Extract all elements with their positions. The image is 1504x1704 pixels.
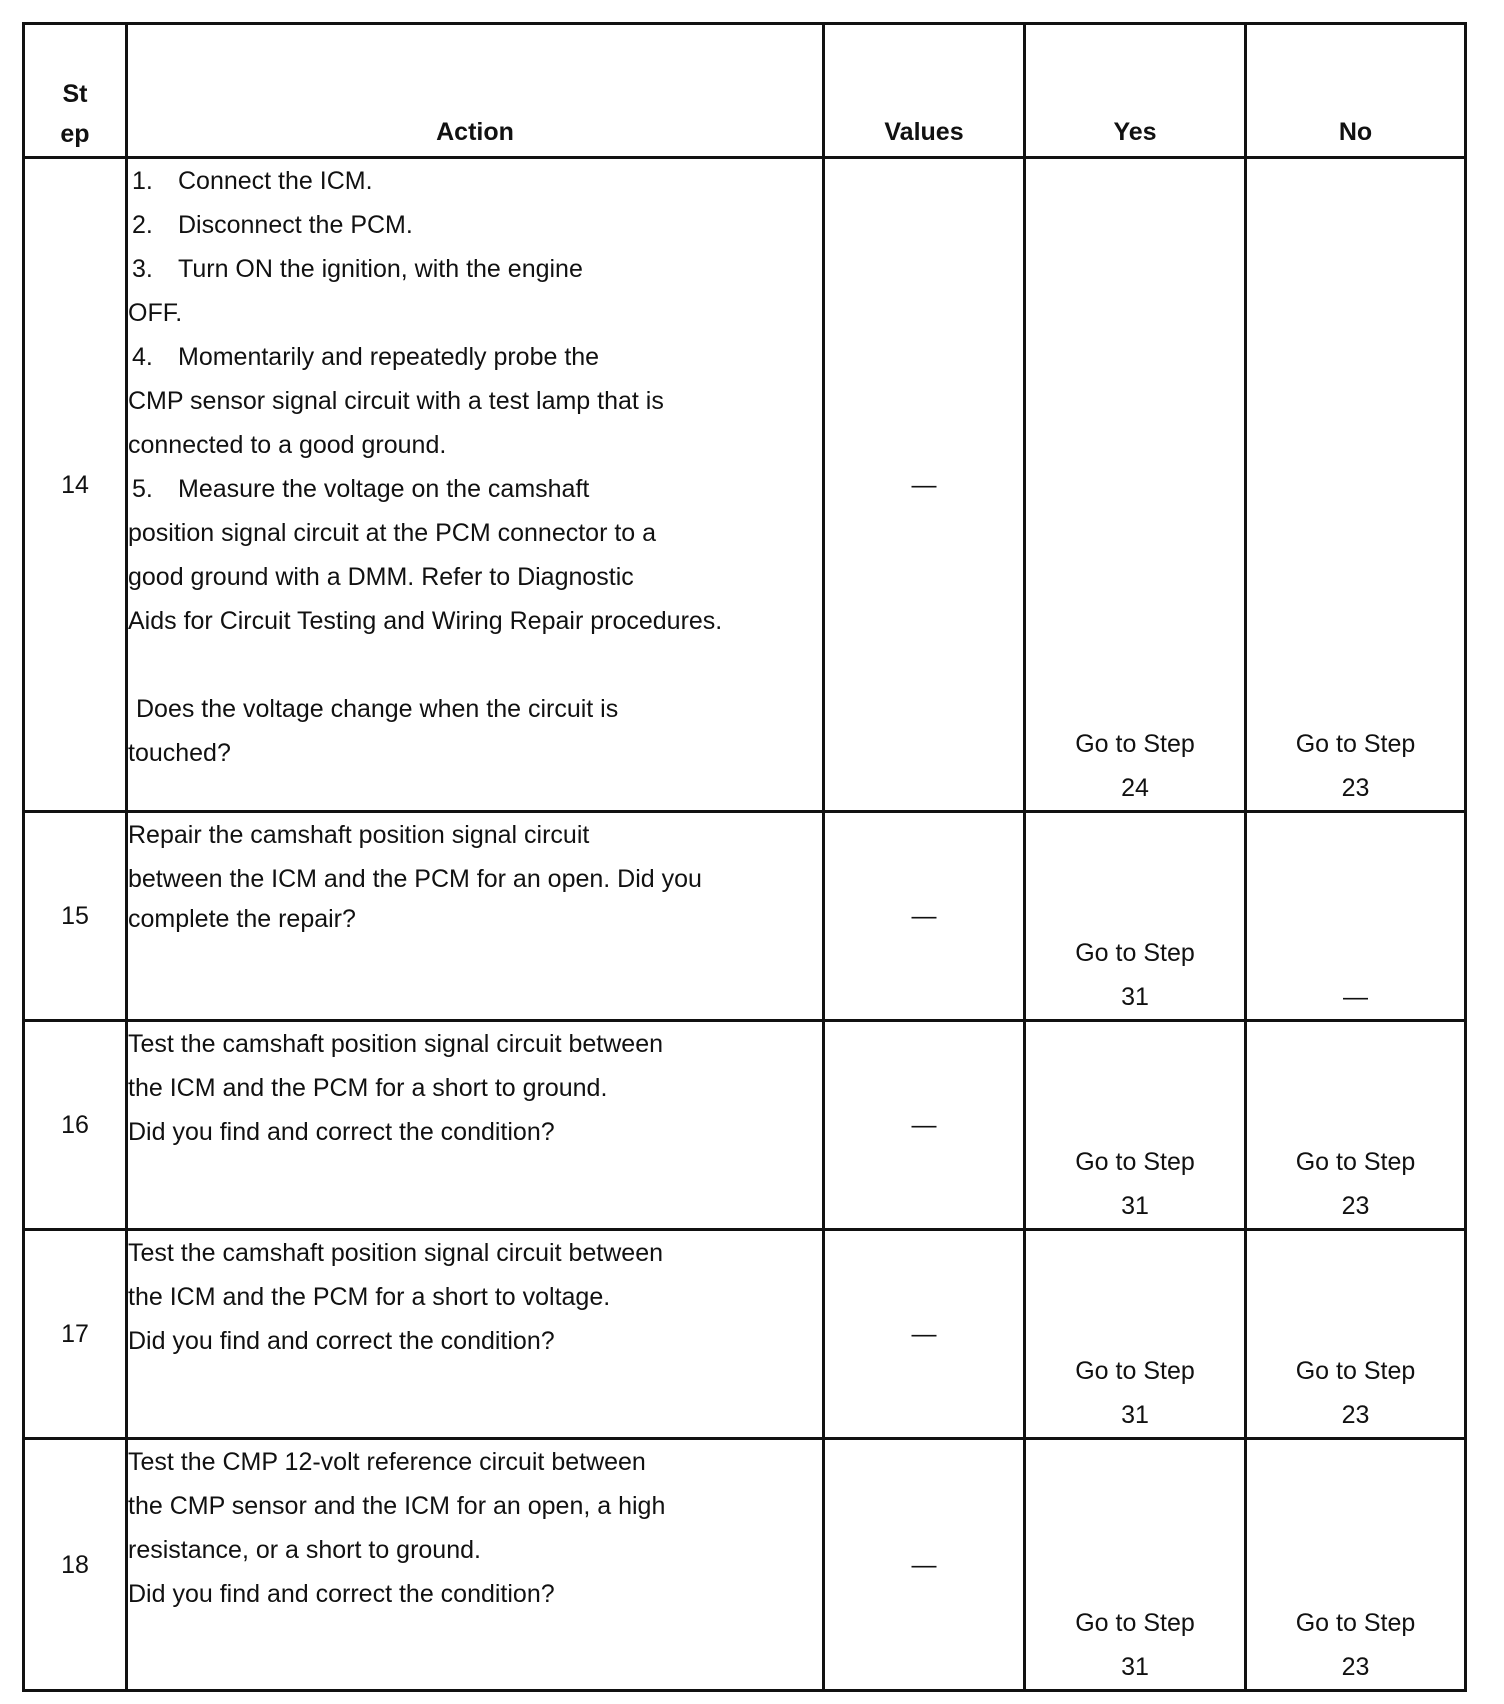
action-line: Did you find and correct the condition? <box>128 1580 555 1608</box>
no-cell <box>1246 1439 1466 1691</box>
values-cell: — <box>824 1439 1025 1691</box>
header-no: No <box>1246 24 1466 158</box>
header-values: Values <box>824 24 1025 158</box>
no-step-number: 23 <box>1341 1401 1370 1429</box>
values-cell: — <box>824 158 1025 812</box>
yes-go-to-label: Go to Step <box>1075 939 1195 967</box>
action-question: touched? <box>128 739 231 767</box>
header-action: Action <box>127 24 824 158</box>
header-row <box>24 24 1466 158</box>
yes-step-number: 31 <box>1121 983 1149 1011</box>
no-cell <box>1246 1021 1466 1230</box>
values-cell: — <box>824 1230 1025 1439</box>
yes-go-to-label: Go to Step <box>1075 1609 1195 1637</box>
yes-cell <box>1025 1230 1246 1439</box>
action-line: CMP sensor signal circuit with a test lamp that is <box>128 387 664 415</box>
diagnostic-table <box>22 22 1467 1692</box>
action-line: between the ICM and the PCM for an open. Did you <box>128 865 702 893</box>
yes-cell <box>1025 158 1246 812</box>
action-cell <box>127 812 824 1021</box>
step-number: 18 <box>24 1439 127 1691</box>
action-item: 2. Disconnect the PCM. <box>132 211 413 239</box>
yes-step-number: 31 <box>1121 1653 1149 1681</box>
step-number: 15 <box>24 812 127 1021</box>
table-row <box>24 1230 1466 1439</box>
action-line: the ICM and the PCM for a short to ground. <box>128 1074 608 1102</box>
header-step-line2: ep <box>60 120 90 148</box>
no-cell <box>1246 812 1466 1021</box>
action-line: Test the camshaft position signal circuit between <box>128 1030 663 1058</box>
action-cell <box>127 1439 824 1691</box>
action-line: the CMP sensor and the ICM for an open, a high <box>128 1492 666 1520</box>
action-line: complete the repair? <box>128 905 356 933</box>
action-item: 4. Momentarily and repeatedly probe the <box>132 343 600 371</box>
values-cell: — <box>824 812 1025 1021</box>
action-item: 3. Turn ON the ignition, with the engine <box>132 255 583 283</box>
action-line: Test the CMP 12-volt reference circuit between <box>128 1448 646 1476</box>
step-number: 14 <box>24 158 127 812</box>
values-cell: — <box>824 1021 1025 1230</box>
step-number: 16 <box>24 1021 127 1230</box>
action-question: Does the voltage change when the circuit is <box>136 695 619 723</box>
no-step-number: 23 <box>1341 1653 1370 1681</box>
action-line: the ICM and the PCM for a short to voltage. <box>128 1283 611 1311</box>
yes-go-to-label: Go to Step <box>1075 1357 1195 1385</box>
yes-go-to-label: Go to Step <box>1075 730 1195 758</box>
step-number: 17 <box>24 1230 127 1439</box>
table-row <box>24 158 1466 812</box>
no-go-to-label: Go to Step <box>1295 1148 1416 1176</box>
yes-cell <box>1025 1439 1246 1691</box>
header-yes: Yes <box>1025 24 1246 158</box>
action-line: connected to a good ground. <box>128 431 447 459</box>
table-row <box>24 812 1466 1021</box>
action-line: Aids for Circuit Testing and Wiring Repair procedures. <box>128 607 723 635</box>
no-value-dash: — <box>1343 983 1368 1011</box>
header-step-line1: St <box>62 80 88 108</box>
no-step-number: 23 <box>1341 1192 1370 1220</box>
action-cell <box>127 1230 824 1439</box>
no-cell <box>1246 158 1466 812</box>
action-line: Repair the camshaft position signal circuit <box>128 821 590 849</box>
yes-step-number: 31 <box>1121 1401 1149 1429</box>
action-item: 1. Connect the ICM. <box>132 167 373 195</box>
yes-cell <box>1025 1021 1246 1230</box>
no-go-to-label: Go to Step <box>1295 1357 1416 1385</box>
no-step-number: 23 <box>1341 774 1370 802</box>
action-cell <box>127 158 824 812</box>
action-line: Did you find and correct the condition? <box>128 1118 555 1146</box>
yes-step-number: 31 <box>1121 1192 1149 1220</box>
no-cell <box>1246 1230 1466 1439</box>
action-line: good ground with a DMM. Refer to Diagnostic <box>128 563 634 591</box>
yes-go-to-label: Go to Step <box>1075 1148 1195 1176</box>
action-cell <box>127 1021 824 1230</box>
action-line: Did you find and correct the condition? <box>128 1327 555 1355</box>
yes-cell <box>1025 812 1246 1021</box>
table-row <box>24 1021 1466 1230</box>
action-line: position signal circuit at the PCM connector to a <box>128 519 657 547</box>
table-row <box>24 1439 1466 1691</box>
no-go-to-label: Go to Step <box>1295 1609 1416 1637</box>
action-line: OFF. <box>128 299 183 327</box>
action-item: 5. Measure the voltage on the camshaft <box>132 475 590 503</box>
action-line: resistance, or a short to ground. <box>128 1536 481 1564</box>
no-go-to-label: Go to Step <box>1295 730 1416 758</box>
header-step <box>24 24 127 158</box>
action-line: Test the camshaft position signal circuit between <box>128 1239 663 1267</box>
yes-step-number: 24 <box>1121 774 1149 802</box>
